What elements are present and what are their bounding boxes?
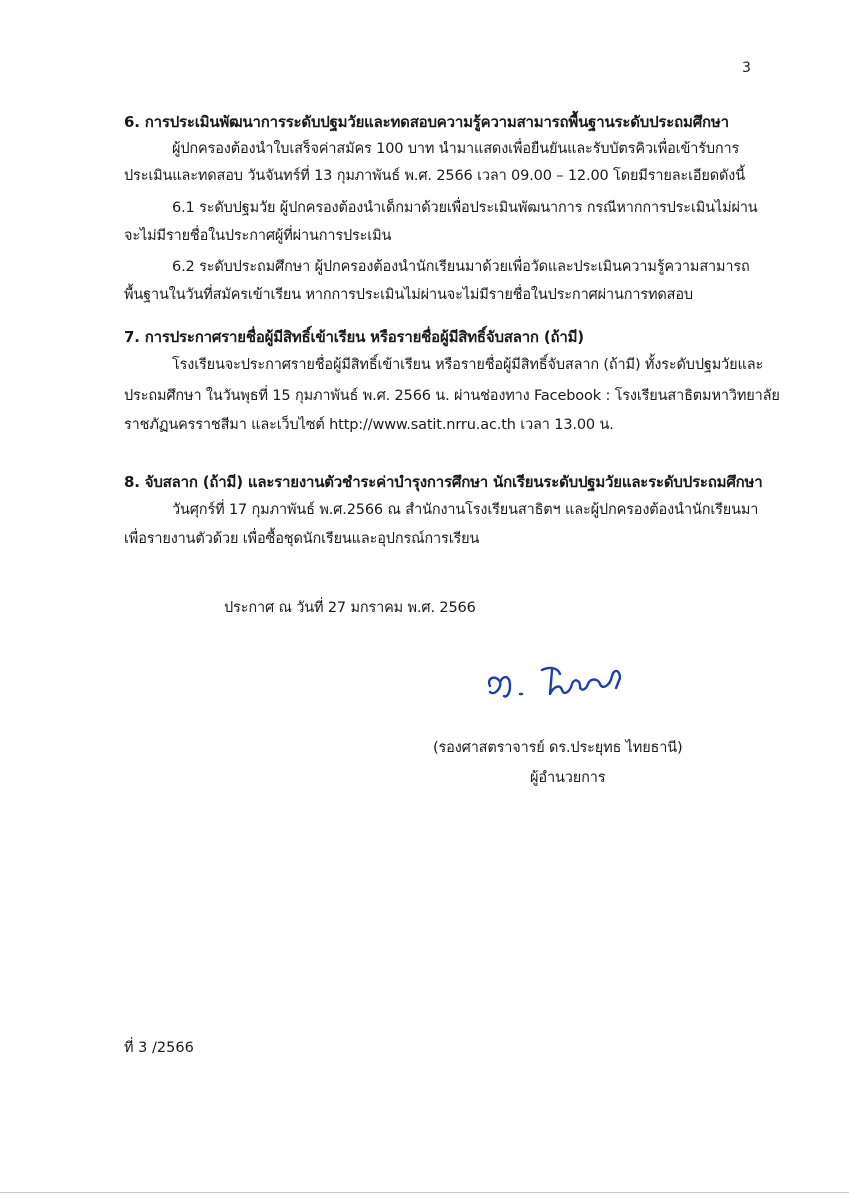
section-6-2-line: พื้นฐานในวันที่สมัครเข้าเรียน หากการประเมินไม่ผ่านจะไม่มีรายชื่อในประกาศผ่านการทดสอบ xyxy=(124,287,693,303)
section-7-line: ราชภัฏนครราชสีมา และเว็บไซต์ http://www.satit.nrru.ac.th เวลา 13.00 น. xyxy=(124,417,614,433)
bottom-edge-line xyxy=(0,1192,849,1193)
section-6-paragraph-line: ผู้ปกครองต้องนำใบเสร็จค่าสมัคร 100 บาท นำมาแสดงเพื่อยืนยันและรับบัตรคิวเพื่อเข้ารับการ xyxy=(172,141,740,157)
signature-strokes xyxy=(489,668,620,697)
section-8-heading: 8. จับสลาก (ถ้ามี) และรายงานตัวชำระค่าบำรุงการศึกษา นักเรียนระดับปฐมวัยและระดับประถมศึกษา xyxy=(124,473,763,491)
announcement-date: ประกาศ ณ วันที่ 27 มกราคม พ.ศ. 2566 xyxy=(224,600,476,616)
page-number: 3 xyxy=(742,60,751,76)
document-reference: ที่ 3 /2566 xyxy=(124,1040,194,1056)
section-8-line: เพื่อรายงานตัวด้วย เพื่อซื้อชุดนักเรียนและอุปกรณ์การเรียน xyxy=(124,531,480,547)
section-7-line: ประถมศึกษา ในวันพุธที่ 15 กุมภาพันธ์ พ.ศ. 2566 น. ผ่านช่องทาง Facebook : โรงเรียนสาธิตมหาวิทยาลัย xyxy=(124,388,780,404)
section-6-1-line: จะไม่มีรายชื่อในประกาศผู้ที่ผ่านการประเมิน xyxy=(124,228,392,244)
signatory-name: (รองศาสตราจารย์ ดร.ประยุทธ ไทยธานี) xyxy=(433,740,683,756)
section-7-heading: 7. การประกาศรายชื่อผู้มีสิทธิ์เข้าเรียน หรือรายชื่อผู้มีสิทธิ์จับสลาก (ถ้ามี) xyxy=(124,328,584,346)
handwritten-signature xyxy=(480,656,640,708)
section-7-line: โรงเรียนจะประกาศรายชื่อผู้มีสิทธิ์เข้าเรียน หรือรายชื่อผู้มีสิทธิ์จับสลาก (ถ้ามี) ทั้งระดับปฐมวัยและ xyxy=(172,357,764,373)
section-6-heading: 6. การประเมินพัฒนาการระดับปฐมวัยและทดสอบความรู้ความสามารถพื้นฐานระดับประถมศึกษา xyxy=(124,113,729,131)
signatory-position: ผู้อำนวยการ xyxy=(530,770,606,786)
section-8-line: วันศุกร์ที่ 17 กุมภาพันธ์ พ.ศ.2566 ณ สำนักงานโรงเรียนสาธิตฯ และผู้ปกครองต้องนำนักเรียนมา xyxy=(172,502,759,518)
section-6-1-line: 6.1 ระดับปฐมวัย ผู้ปกครองต้องนำเด็กมาด้วยเพื่อประเมินพัฒนาการ กรณีหากการประเมินไม่ผ่าน xyxy=(172,200,758,216)
section-6-paragraph-line: ประเมินและทดสอบ วันจันทร์ที่ 13 กุมภาพันธ์ พ.ศ. 2566 เวลา 09.00 – 12.00 โดยมีรายละเอียดดังนี้ xyxy=(124,168,746,184)
section-6-2-line: 6.2 ระดับประถมศึกษา ผู้ปกครองต้องนำนักเรียนมาด้วยเพื่อวัดและประเมินความรู้ความสามารถ xyxy=(172,259,750,275)
